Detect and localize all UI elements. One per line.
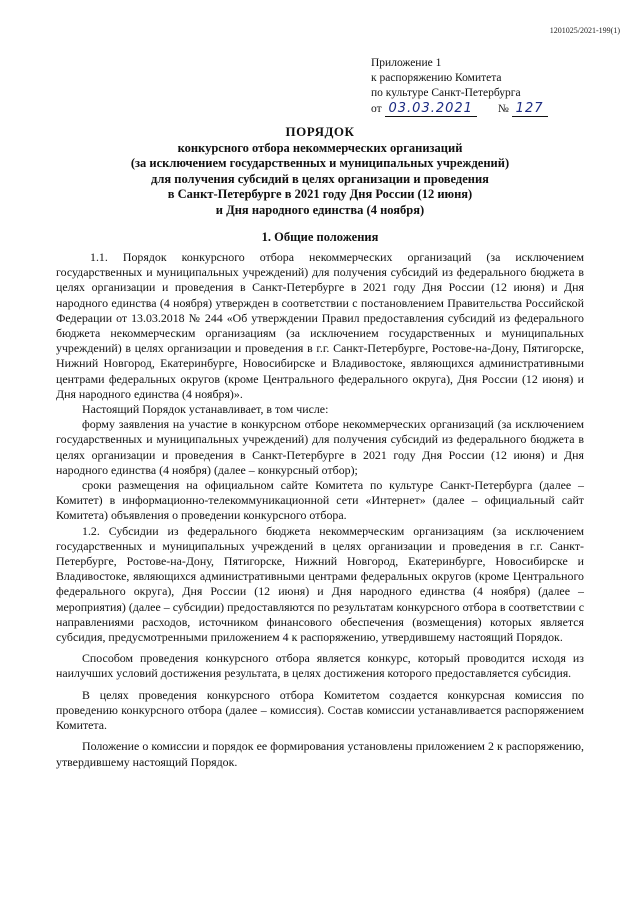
title-line: для получения субсидий в целях организации и проведения (151, 171, 489, 186)
handwritten-date: 03.03.2021 (385, 101, 477, 117)
number-prefix: № (497, 103, 509, 115)
annex-block (371, 56, 548, 117)
title-line: в Санкт-Петербурге в 2021 году Дня России (12 июня) (167, 187, 473, 201)
title-line: конкурсного отбора некоммерческих организаций (177, 140, 463, 155)
handwritten-number: 127 (512, 101, 548, 117)
paragraph: Способом проведения конкурсного отбора является конкурс, который проводится исходя из наилучших условий достижения результата, в целях достижения которого предоставляется субсидия. (56, 651, 584, 681)
document-code: 1201025/2021-199(1) (549, 26, 620, 35)
annex-title: Приложение 1 (371, 57, 442, 69)
annex-date-number-line (371, 101, 548, 117)
paragraph: 1.1. Порядок конкурсного отбора некоммерческих организаций (за исключением государственных и муниципальных учреждений) для получения субсидий из федерального бюджета в целях организации и проведения в Санкт-Петербурге в 2021 году Дня России (12 июня) и Дня народного единства (4 ноября) утвержден в соответствии с постановлением Правительства Российской Федерации от 13.03.2018 № 244 «Об утверждении Правил предоставления субсидий из федерального бюджета некоммерческим организациям (за исключением государственных и муниципальных учреждений) в целях организации и проведения в г.г. Санкт-Петербурге, Ростове-на-Дону, Пятигорске, Нижний Новгород, Екатеринбурге, Новосибирске и Владивостоке, являющихся административными центрами федеральных округов (кроме Центрального федерального округа), Дня России (12 июня) и Дня народного единства (4 ноября)». (56, 250, 584, 401)
title-main: ПОРЯДОК (285, 124, 355, 139)
title-line: и Дня народного единства (4 ноября) (215, 202, 425, 217)
paragraph: Настоящий Порядок устанавливает, в том числе: (82, 402, 329, 417)
title-line: (за исключением государственных и муниципальных учреждений) (130, 156, 510, 170)
paragraph: В целях проведения конкурсного отбора Комитетом создается конкурсная комиссия по проведению конкурсного отбора (далее – комиссия). Состав комиссии устанавливается распоряжением Комитета. (56, 687, 584, 733)
section-heading: 1. Общие положения (261, 230, 379, 244)
document-title (40, 124, 600, 218)
annex-order-line: к распоряжению Комитета (371, 72, 502, 84)
paragraph: 1.2. Субсидии из федерального бюджета некоммерческим организациям (за исключением государственных и муниципальных учреждений в целях организации и проведения в г.г. Санкт-Петербурге, Ростове-на-Дону, Пятигорске, Нижний Новгород, Екатеринбурге, Новосибирске и Владивостоке, являющихся административными центрами федеральных округов (кроме Центрального федерального округа), Дня России (12 июня) и Дня народного единства (4 ноября) (далее – мероприятия) (далее – субсидии) предоставляются по результатам конкурсного отбора в соответствии с направлениями расходов, источником финансового обеспечения (возмещения) которых является субсидия, предусмотренными приложением 4 к распоряжению, утвердившему настоящий Порядок. (56, 523, 584, 645)
date-prefix: от (371, 103, 382, 115)
annex-committee-line: по культуре Санкт-Петербурга (371, 87, 521, 99)
paragraph: форму заявления на участие в конкурсном отборе некоммерческих организаций (за исключением государственных и муниципальных учреждений) для получения субсидий из федерального бюджета в целях организации и проведения в Санкт-Петербурге в 2021 году Дня России (12 июня) и Дня народного единства (4 ноября) (далее – конкурсный отбор); (56, 417, 584, 477)
document-body (56, 250, 584, 770)
paragraph: сроки размещения на официальном сайте Комитета по культуре Санкт-Петербурга (далее – Комитет) в информационно-телекоммуникационной сети «Интернет» (далее – официальный сайт Комитета) объявления о проведении конкурсного отбора. (56, 478, 584, 523)
paragraph: Положение о комиссии и порядок ее формирования установлены приложением 2 к распоряжению, утвердившему настоящий Порядок. (56, 739, 584, 769)
